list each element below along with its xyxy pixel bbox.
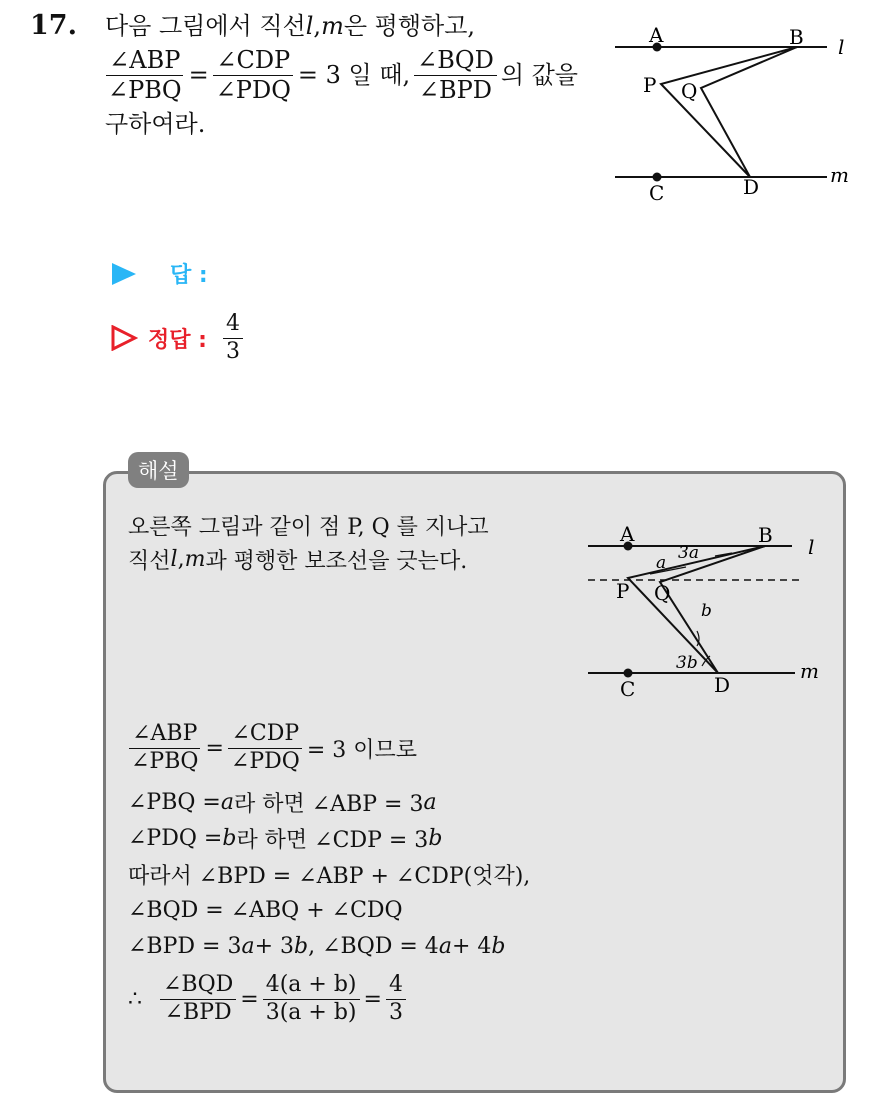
figure-auxiliary-lines <box>580 516 830 706</box>
label-angle-3a: 3a <box>678 543 699 563</box>
var-m: m <box>184 546 206 572</box>
figure-parallel-lines <box>605 22 865 207</box>
equals: = <box>205 735 224 761</box>
equals: = <box>188 61 209 89</box>
label-a: A <box>649 23 664 47</box>
label-p: P <box>616 579 630 603</box>
outline-arrow-icon <box>110 325 138 351</box>
frac-numerator: ∠BQD <box>414 47 497 75</box>
question-line-3: 구하여라. <box>105 110 206 138</box>
frac-numerator: ∠ABP <box>106 47 183 75</box>
label-q: Q <box>681 79 698 103</box>
label-b: B <box>789 25 804 49</box>
frac-denominator: 3 <box>388 999 403 1025</box>
correct-answer-row <box>110 306 247 370</box>
step-text: + 3 <box>254 933 295 959</box>
var-l: l <box>305 12 314 40</box>
label-angle-3b: 3b <box>676 653 698 673</box>
segment-bpd <box>661 47 797 177</box>
label-c: C <box>620 677 636 701</box>
solution-step-4: 따라서 ∠BPD = ∠ABP + ∠CDP(엇각), <box>128 863 531 889</box>
label-p: P <box>643 73 657 97</box>
segment-bqd <box>701 47 797 177</box>
frac-denominator: ∠PDQ <box>215 75 291 104</box>
answer-row <box>110 258 208 289</box>
frac-denominator: ∠PDQ <box>230 748 300 774</box>
frac-denominator: ∠BPD <box>418 75 493 104</box>
fraction-bqd-bpd <box>160 973 236 1024</box>
step-text: 라 하면 ∠ABP = 3 <box>234 791 424 817</box>
label-d: D <box>714 673 731 697</box>
intro-text: 직선 <box>128 548 171 574</box>
equals: = <box>240 986 259 1012</box>
step-text: ∠BPD = 3 <box>128 933 242 959</box>
question-line2-tail: 의 값을 <box>500 61 578 89</box>
var-a: a <box>220 789 234 815</box>
play-arrow-icon <box>110 261 138 287</box>
label-b: B <box>758 523 773 547</box>
step-text: + 4 <box>451 933 492 959</box>
answer-numerator: 4 <box>223 312 243 338</box>
fraction-abp-pbq <box>105 47 185 103</box>
var-b: b <box>294 933 309 959</box>
label-l: l <box>808 535 815 559</box>
frac-numerator: 4(a + b) <box>263 973 360 999</box>
fraction-cdp-pdq <box>213 47 294 103</box>
frac-denominator: ∠BPD <box>164 999 232 1025</box>
solution-step-7 <box>128 964 728 1034</box>
label-c: C <box>649 181 665 205</box>
answer-denominator: 3 <box>225 338 240 364</box>
solution-step-5: ∠BQD = ∠ABQ + ∠CDQ <box>128 897 403 923</box>
var-m: m <box>321 12 344 40</box>
frac-denominator: ∠PBQ <box>108 75 182 104</box>
solution-intro <box>128 508 578 576</box>
therefore-symbol: ∴ <box>128 986 142 1012</box>
solution-intro-line-2 <box>128 542 578 576</box>
step-text: 라 하면 ∠CDP = 3 <box>236 827 429 853</box>
var-l: l <box>170 546 178 572</box>
label-m: m <box>830 163 849 187</box>
label-l: l <box>838 35 845 59</box>
label-a: A <box>620 522 635 546</box>
step-text: = 3 이므로 <box>306 737 417 763</box>
var-b: b <box>491 933 506 959</box>
question-number: 17. <box>30 10 77 41</box>
step-text: ∠PDQ = <box>128 825 223 851</box>
frac-numerator: ∠BQD <box>160 973 236 999</box>
var-a: a <box>423 789 437 815</box>
label-angle-b: b <box>701 601 712 621</box>
var-a: a <box>241 933 255 959</box>
frac-numerator: 4 <box>386 973 406 999</box>
question-text <box>105 8 595 142</box>
label-q: Q <box>654 581 671 605</box>
equals: = <box>363 986 382 1012</box>
correct-answer-value <box>223 312 243 363</box>
solution-steps <box>128 712 728 1034</box>
var-b: b <box>428 825 443 851</box>
question-line-1 <box>105 8 595 44</box>
answer-label: 답 : <box>170 263 208 288</box>
fraction-result <box>386 973 406 1024</box>
solution-intro-line-1: 오른쪽 그림과 같이 점 P, Q 를 지나고 <box>128 514 489 540</box>
fraction-abp-pbq <box>128 722 201 773</box>
label-m: m <box>800 659 819 683</box>
label-d: D <box>743 175 760 199</box>
frac-numerator: ∠ABP <box>129 722 200 748</box>
question-line-2 <box>105 44 595 106</box>
frac-numerator: ∠CDP <box>213 47 293 75</box>
var-b: b <box>222 825 237 851</box>
fraction-bqd-bpd <box>414 47 497 103</box>
fraction-expression <box>263 973 360 1024</box>
solution-step-2 <box>128 784 728 820</box>
question-line1-text: 다음 그림에서 직선 <box>105 12 306 40</box>
correct-answer-label: 정답 : <box>148 327 207 353</box>
step-text: ∠PBQ = <box>128 789 221 815</box>
frac-numerator: ∠CDP <box>228 722 302 748</box>
var-a: a <box>438 933 452 959</box>
frac-denominator: 3(a + b) <box>265 999 357 1025</box>
question-line1-tail: 은 평행하고, <box>343 12 476 40</box>
intro-text: 과 평행한 보조선을 긋는다. <box>205 548 468 574</box>
solution-step-3 <box>128 820 728 856</box>
equals-three: = 3 일 때, <box>297 61 411 89</box>
comma: , <box>313 12 322 40</box>
solution-step-1 <box>128 712 728 784</box>
step-text: , ∠BQD = 4 <box>308 933 439 959</box>
solution-tag: 해설 <box>128 452 189 488</box>
fraction-cdp-pdq <box>228 722 303 773</box>
frac-denominator: ∠PBQ <box>131 748 199 774</box>
label-angle-a: a <box>656 553 667 573</box>
solution-step-6 <box>128 928 728 964</box>
comma: , <box>177 546 185 572</box>
angle-arc-b <box>697 631 699 646</box>
